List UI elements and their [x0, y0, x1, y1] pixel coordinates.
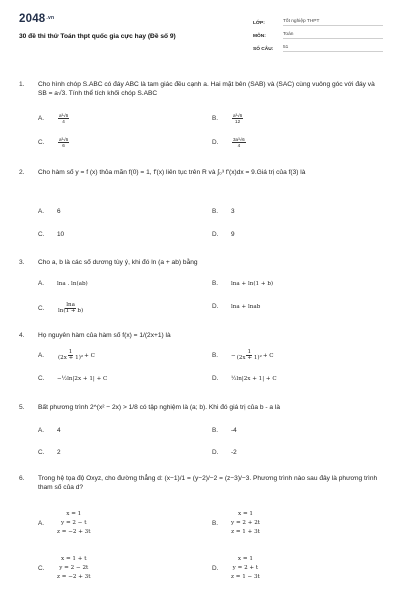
equation-system: x = 1 y = 2 − t z = −2 + 3t [57, 511, 91, 535]
option-label: B. [212, 208, 219, 215]
option-label: A. [38, 427, 45, 434]
meta-value: Tốt nghiệp THPT [283, 19, 383, 26]
option-value: ½ln|2x + 1| + C [231, 375, 277, 382]
answer-option-b[interactable] [212, 510, 260, 537]
question-1 [19, 80, 384, 99]
option-label: C. [38, 231, 45, 238]
question-text: Bất phương trình 2^(x² − 2x) > 1/8 có tập nghiệm là (a; b). Khi đó giá trị của b - a là [38, 404, 281, 411]
option-label: D. [212, 303, 219, 310]
option-fraction: $\frac{\ln a}{\ln(1 + b)}$ [58, 302, 84, 314]
answer-option-a[interactable] [38, 350, 95, 361]
answer-option-a[interactable] [38, 427, 61, 434]
meta-value: 51 [283, 45, 383, 52]
answer-option-a[interactable] [38, 280, 88, 287]
question-number: 4. [19, 332, 25, 339]
option-fraction: $\frac{1}{\text{(2x + 1)²}}$ [58, 349, 84, 361]
question-2 [19, 168, 384, 177]
option-label: B. [212, 427, 219, 434]
answer-option-d[interactable] [212, 303, 260, 310]
option-fraction: $\frac{\text{a³√6}}{4}$ [59, 113, 69, 124]
question-text: Họ nguyên hàm của hàm số f(x) = 1/(2x+1) là [38, 332, 171, 339]
question-5 [19, 403, 384, 412]
option-value: 10 [57, 231, 65, 238]
option-fraction: $\frac{\text{3a³√6}}{4}$ [233, 137, 245, 148]
option-value: 4 [57, 427, 61, 434]
question-text: Cho hình chóp S.ABC có đáy ABC là tam giác đều cạnh a. Hai mặt bên (SAB) và (SAC) cùng vuông góc với đáy và SB = a√3. Tính thể tích khối chóp S.ABC [38, 81, 375, 98]
question-3 [19, 258, 384, 267]
option-label: A. [38, 352, 45, 359]
meta-row-count [253, 39, 383, 52]
option-label: D. [212, 375, 219, 382]
option-value: lna . ln(ab) [57, 280, 88, 287]
answer-option-b[interactable] [212, 280, 273, 287]
answer-option-d[interactable] [212, 449, 237, 456]
logo-suffix: .vn [46, 15, 55, 21]
option-prefix: − [231, 352, 236, 359]
meta-key: LỚP: [253, 21, 265, 26]
answer-option-d[interactable] [212, 137, 247, 148]
equation-system: x = 1 y = 2 + t z = 1 − 3t [231, 556, 260, 580]
answer-option-c[interactable] [38, 303, 84, 314]
option-fraction: $\frac{1}{\text{(2x + 1)²}}$ [236, 349, 262, 361]
option-value: −½ln|2x + 1| + C [57, 375, 108, 382]
answer-option-d[interactable] [212, 231, 235, 238]
answer-option-c[interactable] [38, 449, 61, 456]
option-value: 9 [231, 231, 235, 238]
option-suffix: + C [84, 352, 95, 359]
meta-key: MÔN: [253, 34, 266, 39]
option-label: B. [212, 280, 219, 287]
answer-option-b[interactable] [212, 208, 235, 215]
answer-option-c[interactable] [38, 375, 107, 382]
question-number: 1. [19, 81, 25, 88]
question-number: 5. [19, 404, 25, 411]
option-label: D. [212, 231, 219, 238]
option-label: D. [212, 449, 219, 456]
option-value: 6 [57, 208, 61, 215]
option-value: lna + lnab [231, 303, 261, 310]
option-label: A. [38, 280, 45, 287]
question-number: 6. [19, 475, 25, 482]
answer-option-b[interactable] [212, 113, 244, 124]
option-suffix: + C [262, 352, 274, 359]
option-value: 3 [231, 208, 235, 215]
answer-option-a[interactable] [38, 113, 70, 124]
meta-row-class [253, 13, 383, 26]
option-fraction: $\frac{\text{a³√6}}{6}$ [59, 137, 69, 148]
question-text: Cho a, b là các số dương tùy ý, khi đó ln (a + ab) bằng [38, 259, 198, 266]
option-label: C. [38, 449, 45, 456]
answer-option-a[interactable] [38, 510, 91, 537]
question-text: Cho hàm số y = f (x) thỏa mãn f(0) = 1, f'(x) liên tục trên R và ∫₀³ f'(x)dx = 9.Giá trị của f(3) là [38, 169, 306, 176]
answer-option-a[interactable] [38, 208, 61, 215]
question-6 [19, 474, 384, 493]
question-number: 2. [19, 169, 25, 176]
option-value: -2 [231, 449, 237, 456]
option-label: A. [38, 208, 45, 215]
option-label: D. [212, 139, 219, 146]
question-number: 3. [19, 259, 25, 266]
site-logo[interactable] [19, 13, 54, 25]
meta-row-subject [253, 26, 383, 39]
option-label: B. [212, 352, 219, 359]
answer-option-c[interactable] [38, 555, 91, 582]
answer-option-b[interactable] [212, 427, 237, 434]
logo-main: 2048 [19, 13, 46, 25]
exam-meta [253, 13, 383, 52]
option-value: -4 [231, 427, 237, 434]
option-label: A. [38, 520, 45, 527]
answer-option-b[interactable] [212, 350, 274, 361]
option-label: B. [212, 115, 219, 122]
equation-system: x = 1 + t y = 2 − 2t z = −2 + 3t [57, 556, 91, 580]
option-value: lna + ln(1 + b) [231, 280, 274, 287]
option-label: C. [38, 139, 45, 146]
option-label: A. [38, 115, 45, 122]
option-label: C. [38, 305, 45, 312]
page-header [0, 0, 400, 70]
answer-option-d[interactable] [212, 375, 277, 382]
option-label: B. [212, 520, 219, 527]
question-text: Trong hệ tọa độ Oxyz, cho đường thẳng d: (x−1)/1 = (y−2)/−2 = (z−3)/−3. Phương trình nào sau đây là phương trình tham số của d? [38, 475, 378, 492]
answer-option-d[interactable] [212, 555, 260, 582]
equation-system: x = 1 y = 2 + 2t z = 1 + 3t [231, 511, 261, 535]
option-value: 2 [57, 449, 61, 456]
meta-value: Toán [283, 32, 383, 39]
question-4 [19, 331, 384, 340]
answer-option-c[interactable] [38, 137, 70, 148]
option-fraction: $\frac{\text{a³√6}}{12}$ [233, 113, 243, 124]
answer-option-c[interactable] [38, 231, 64, 238]
exam-title: 30 đề thi thử Toán thpt quốc gia cực hay (Đề số 9) [19, 33, 176, 40]
meta-key: SỐ CÂU: [253, 47, 274, 52]
option-label: D. [212, 565, 219, 572]
option-label: C. [38, 565, 45, 572]
option-label: C. [38, 375, 45, 382]
